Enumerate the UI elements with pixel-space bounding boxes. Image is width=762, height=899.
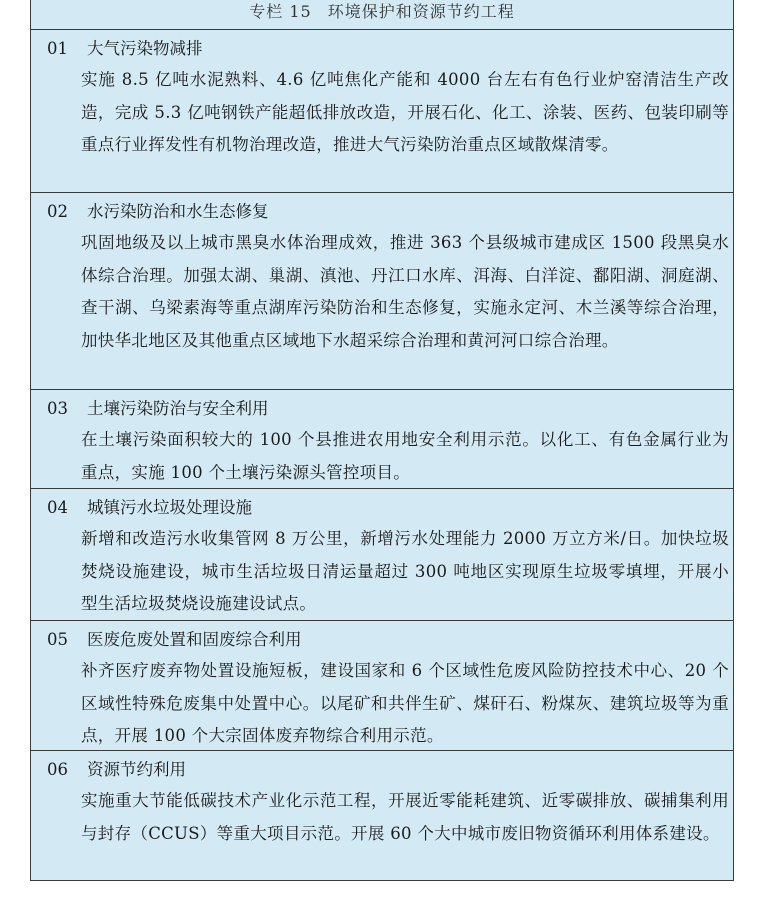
section-heading	[47, 36, 203, 62]
section-01	[31, 30, 733, 193]
section-title: 水污染防治和水生态修复	[87, 202, 269, 221]
section-title: 资源节约利用	[87, 760, 186, 779]
section-title: 城镇污水垃圾处理设施	[87, 498, 252, 517]
section-heading	[47, 199, 269, 225]
section-number: 03	[47, 399, 68, 418]
section-03	[31, 390, 733, 489]
section-04	[31, 489, 733, 621]
column-title-text: 环境保护和资源节约工程	[327, 2, 515, 21]
column-panel	[30, 0, 734, 881]
section-body: 新增和改造污水收集管网 8 万公里，新增污水处理能力 2000 万立方米/日。加快垃圾焚烧设施建设，城市生活垃圾日清运量超过 300 吨地区实现原生垃圾零填埋，开展小型生活垃圾焚烧设施建设试点。	[81, 529, 729, 613]
column-number: 专栏 15	[249, 2, 312, 21]
section-number: 01	[47, 39, 68, 58]
section-heading	[47, 396, 269, 422]
section-heading	[47, 627, 302, 653]
section-body: 在土壤污染面积较大的 100 个县推进农用地安全利用示范。以化工、有色金属行业为重点，实施 100 个土壤污染源头管控项目。	[81, 430, 729, 482]
section-number: 06	[47, 760, 68, 779]
section-05	[31, 621, 733, 751]
column-title	[31, 0, 733, 30]
section-body: 实施重大节能低碳技术产业化示范工程，开展近零能耗建筑、近零碳排放、碳捕集利用与封存（CCUS）等重大项目示范。开展 60 个大中城市废旧物资循环利用体系建设。	[81, 791, 729, 843]
section-number: 05	[47, 630, 68, 649]
section-body: 补齐医疗废弃物处置设施短板，建设国家和 6 个区域性危废风险防控技术中心、20 个区域性特殊危废集中处置中心。以尾矿和共伴生矿、煤矸石、粉煤灰、建筑垃圾等为重点，开展 100 个大宗固体废弃物综合利用示范。	[81, 661, 729, 745]
section-body: 实施 8.5 亿吨水泥熟料、4.6 亿吨焦化产能和 4000 台左右有色行业炉窑清洁生产改造，完成 5.3 亿吨钢铁产能超低排放改造，开展石化、化工、涂装、医药、包装印刷等重点行业挥发性有机物治理改造，推进大气污染防治重点区域散煤清零。	[81, 70, 729, 154]
section-title: 医废危废处置和固废综合利用	[87, 630, 302, 649]
section-number: 02	[47, 202, 68, 221]
section-title: 土壤污染防治与安全利用	[87, 399, 269, 418]
section-title: 大气污染物减排	[87, 39, 203, 58]
section-body: 巩固地级及以上城市黑臭水体治理成效，推进 363 个县级城市建成区 1500 段黑臭水体综合治理。加强太湖、巢湖、滇池、丹江口水库、洱海、白洋淀、鄱阳湖、洞庭湖、查干湖、乌梁素海等重点湖库污染防治和生态修复，实施永定河、木兰溪等综合治理，加快华北地区及其他重点区域地下水超采综合治理和黄河河口综合治理。	[81, 233, 729, 350]
section-06	[31, 751, 733, 881]
section-heading	[47, 495, 252, 521]
section-number: 04	[47, 498, 68, 517]
section-heading	[47, 757, 186, 783]
section-02	[31, 193, 733, 390]
